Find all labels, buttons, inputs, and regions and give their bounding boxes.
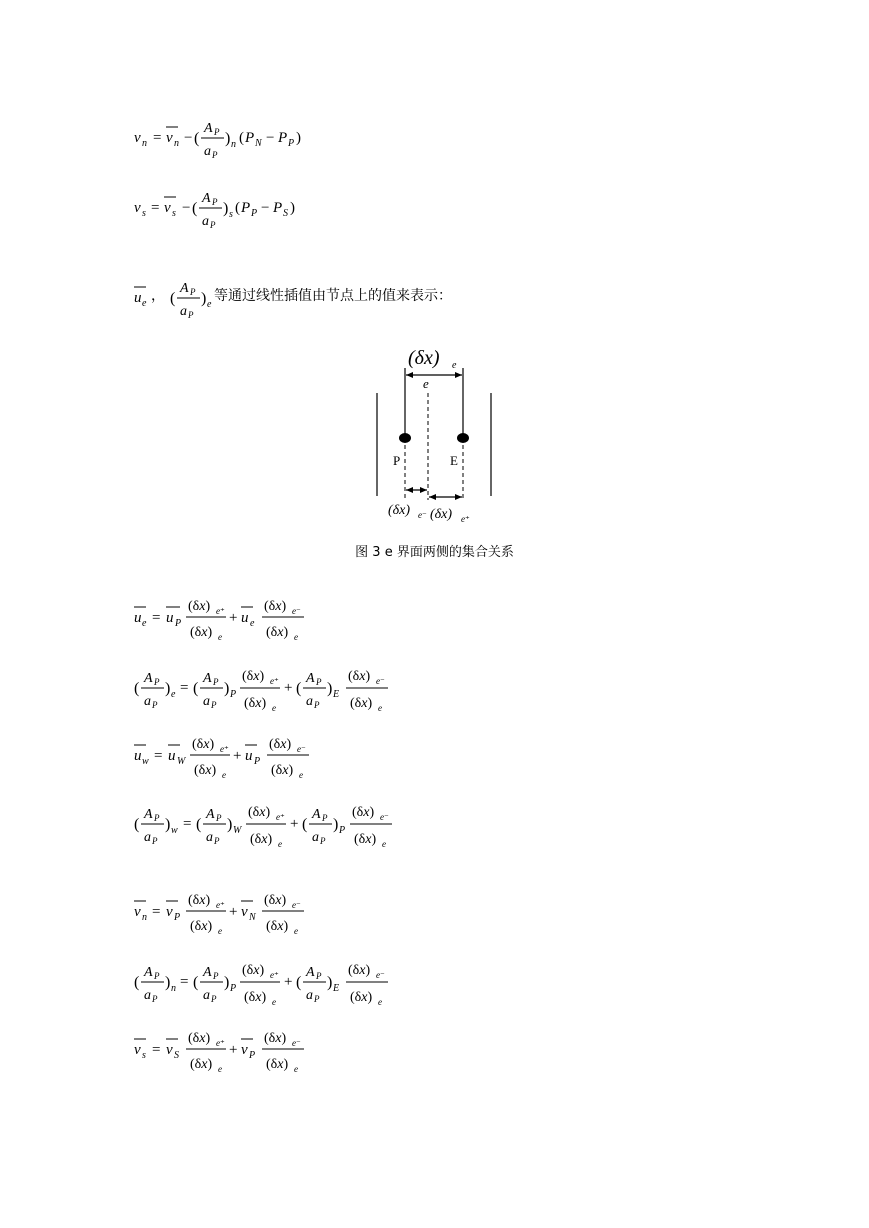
svg-text:e: e xyxy=(142,618,147,629)
svg-text:n: n xyxy=(174,138,179,149)
svg-text:a: a xyxy=(206,830,213,845)
svg-text:(δx): (δx) xyxy=(264,1031,287,1046)
svg-text:(: ( xyxy=(134,816,140,833)
svg-text:=: = xyxy=(183,816,192,832)
svg-text:v: v xyxy=(134,1042,141,1058)
svg-text:s: s xyxy=(229,209,233,220)
svg-text:P: P xyxy=(211,994,217,1004)
svg-text:u: u xyxy=(168,748,176,764)
svg-text:n: n xyxy=(171,983,176,994)
svg-text:S: S xyxy=(174,1050,179,1061)
equation-v-s-bar xyxy=(134,1022,354,1078)
svg-text:+: + xyxy=(284,974,293,990)
svg-text:(δx): (δx) xyxy=(188,893,211,908)
svg-text:A: A xyxy=(203,671,212,686)
svg-text:e: e xyxy=(207,299,212,310)
svg-text:A: A xyxy=(144,965,153,980)
svg-text:=: = xyxy=(180,974,189,990)
figure-caption: 图 3 e 界面两侧的集合关系 xyxy=(355,545,514,560)
svg-text:A: A xyxy=(203,965,212,980)
svg-text:u: u xyxy=(245,748,253,764)
svg-text:(: ( xyxy=(194,130,200,147)
svg-text:e⁺: e⁺ xyxy=(216,900,225,910)
svg-text:(δx): (δx) xyxy=(350,990,373,1005)
svg-text:=: = xyxy=(152,904,161,920)
intro-comma: ， xyxy=(151,288,165,304)
svg-text:+: + xyxy=(229,610,238,626)
svg-text:E: E xyxy=(333,983,340,994)
svg-text:+: + xyxy=(233,748,242,764)
equation-u-e xyxy=(134,590,354,646)
svg-text:(: ( xyxy=(134,680,140,697)
svg-text:P: P xyxy=(152,994,158,1004)
svg-text:=: = xyxy=(180,680,189,696)
svg-text:A: A xyxy=(180,281,189,296)
figure-dx-sub-e-minus: e⁻ xyxy=(418,510,427,520)
svg-text:): ) xyxy=(223,200,229,217)
svg-text:): ) xyxy=(227,816,233,833)
svg-text:P: P xyxy=(254,756,261,767)
svg-text:e: e xyxy=(250,618,255,629)
svg-text:v: v xyxy=(134,904,141,920)
svg-text:P: P xyxy=(249,1050,256,1061)
svg-text:a: a xyxy=(306,988,313,1003)
svg-text:(δx): (δx) xyxy=(264,893,287,908)
svg-text:u: u xyxy=(166,610,174,626)
equation-v-n-bar xyxy=(134,884,354,940)
svg-text:u: u xyxy=(241,610,249,626)
svg-text:): ) xyxy=(296,130,301,146)
svg-text:): ) xyxy=(290,200,295,216)
svg-text:S: S xyxy=(283,208,288,219)
svg-text:(δx): (δx) xyxy=(354,832,377,847)
figure-p-label: P xyxy=(393,453,401,468)
figure-interface-label: e xyxy=(423,376,429,391)
svg-text:(δx): (δx) xyxy=(266,919,289,934)
svg-text:(δx): (δx) xyxy=(266,625,289,640)
svg-text:P: P xyxy=(278,130,288,146)
svg-text:=: = xyxy=(153,130,162,146)
svg-text:(δx): (δx) xyxy=(352,805,375,820)
equation-a-ratio-w xyxy=(134,796,414,852)
svg-text:P: P xyxy=(154,971,160,981)
svg-text:): ) xyxy=(224,974,230,991)
svg-text:P: P xyxy=(154,677,160,687)
svg-text:(δx): (δx) xyxy=(190,1057,213,1072)
svg-text:e⁺: e⁺ xyxy=(270,676,279,686)
svg-text:a: a xyxy=(312,830,319,845)
svg-text:(δx): (δx) xyxy=(242,669,265,684)
svg-text:(: ( xyxy=(193,974,199,991)
figure-dx-label-right: (δx) xyxy=(430,507,453,522)
svg-text:P: P xyxy=(273,200,283,216)
equation-u-w xyxy=(134,728,354,784)
svg-text:(δx): (δx) xyxy=(194,763,217,778)
svg-text:e: e xyxy=(272,703,276,713)
equation-v-s xyxy=(134,182,334,234)
svg-text:P: P xyxy=(213,971,219,981)
svg-text:u: u xyxy=(134,610,142,626)
svg-text:P: P xyxy=(211,700,217,710)
svg-text:n: n xyxy=(142,912,147,923)
svg-text:+: + xyxy=(290,816,299,832)
svg-text:(δx): (δx) xyxy=(244,696,267,711)
svg-text:e⁺: e⁺ xyxy=(216,1038,225,1048)
svg-text:v: v xyxy=(166,130,173,146)
svg-text:e: e xyxy=(222,770,226,780)
intro-text: 等通过线性插值由节点上的值来表示： xyxy=(214,288,452,304)
svg-text:P: P xyxy=(152,836,158,846)
svg-text:e: e xyxy=(218,1064,222,1074)
svg-text:=: = xyxy=(154,748,163,764)
svg-text:P: P xyxy=(251,208,258,219)
svg-text:s: s xyxy=(142,1050,146,1061)
svg-text:(δx): (δx) xyxy=(190,919,213,934)
svg-text:e: e xyxy=(294,1064,298,1074)
svg-text:e: e xyxy=(294,632,298,642)
figure-interface-geometry xyxy=(360,338,510,528)
svg-text:a: a xyxy=(144,988,151,1003)
svg-text:e⁻: e⁻ xyxy=(297,744,306,754)
svg-text:a: a xyxy=(203,694,210,709)
svg-text:(δx): (δx) xyxy=(348,963,371,978)
svg-text:e⁻: e⁻ xyxy=(292,900,301,910)
svg-text:): ) xyxy=(327,974,333,991)
svg-text:P: P xyxy=(175,618,182,629)
svg-text:(: ( xyxy=(302,816,308,833)
svg-text:P: P xyxy=(322,813,328,823)
svg-text:(δx): (δx) xyxy=(350,696,373,711)
svg-text:N: N xyxy=(255,138,262,149)
svg-text:(: ( xyxy=(193,680,199,697)
equation-v-n xyxy=(134,112,334,164)
svg-text:P: P xyxy=(212,150,218,160)
intro-math xyxy=(134,274,214,324)
svg-text:(: ( xyxy=(170,290,176,307)
svg-text:(: ( xyxy=(235,200,240,216)
svg-text:P: P xyxy=(190,287,196,297)
svg-text:s: s xyxy=(142,208,146,219)
svg-text:−: − xyxy=(266,130,275,146)
svg-text:a: a xyxy=(144,694,151,709)
svg-text:): ) xyxy=(327,680,333,697)
svg-text:v: v xyxy=(166,1042,173,1058)
svg-text:n: n xyxy=(142,138,147,149)
svg-text:−: − xyxy=(261,200,270,216)
svg-text:A: A xyxy=(202,191,211,206)
svg-text:v: v xyxy=(241,904,248,920)
equation-a-ratio-e xyxy=(134,660,414,716)
svg-text:P: P xyxy=(188,310,194,320)
figure-dx-label-top: (δx) xyxy=(408,347,440,369)
svg-text:a: a xyxy=(306,694,313,709)
svg-text:(δx): (δx) xyxy=(190,625,213,640)
svg-text:e: e xyxy=(218,632,222,642)
svg-text:=: = xyxy=(152,1042,161,1058)
svg-text:P: P xyxy=(320,836,326,846)
svg-text:=: = xyxy=(152,610,161,626)
svg-text:): ) xyxy=(225,130,231,147)
svg-text:A: A xyxy=(306,671,315,686)
svg-text:v: v xyxy=(134,130,141,146)
svg-text:(: ( xyxy=(296,974,302,991)
svg-text:e: e xyxy=(382,839,386,849)
svg-text:+: + xyxy=(229,1042,238,1058)
svg-text:−: − xyxy=(184,130,193,146)
svg-text:P: P xyxy=(241,200,251,216)
svg-text:P: P xyxy=(316,677,322,687)
svg-text:e: e xyxy=(294,926,298,936)
svg-text:v: v xyxy=(164,200,171,216)
svg-text:A: A xyxy=(206,807,215,822)
svg-text:e: e xyxy=(272,997,276,1007)
svg-text:+: + xyxy=(229,904,238,920)
svg-text:): ) xyxy=(333,816,339,833)
figure-dx-sub-e-plus: e⁺ xyxy=(461,514,470,524)
svg-text:a: a xyxy=(203,988,210,1003)
svg-text:A: A xyxy=(312,807,321,822)
figure-node-p xyxy=(399,433,411,443)
svg-text:e⁻: e⁻ xyxy=(380,812,389,822)
svg-text:e⁺: e⁺ xyxy=(216,606,225,616)
svg-text:(δx): (δx) xyxy=(244,990,267,1005)
svg-text:e⁺: e⁺ xyxy=(220,744,229,754)
svg-text:u: u xyxy=(134,748,142,764)
svg-text:A: A xyxy=(144,807,153,822)
svg-text:=: = xyxy=(151,200,160,216)
figure-e-node-label: E xyxy=(450,453,458,468)
svg-text:(: ( xyxy=(134,974,140,991)
svg-text:(δx): (δx) xyxy=(269,737,292,752)
svg-text:A: A xyxy=(204,121,213,136)
svg-text:(δx): (δx) xyxy=(250,832,273,847)
svg-text:e⁻: e⁻ xyxy=(376,970,385,980)
svg-text:a: a xyxy=(180,304,187,319)
intro-line xyxy=(134,274,634,324)
svg-text:P: P xyxy=(230,689,237,700)
svg-text:(δx): (δx) xyxy=(188,599,211,614)
svg-text:(δx): (δx) xyxy=(242,963,265,978)
svg-text:(: ( xyxy=(196,816,202,833)
svg-text:P: P xyxy=(213,677,219,687)
svg-text:P: P xyxy=(174,912,181,923)
svg-text:P: P xyxy=(152,700,158,710)
svg-text:P: P xyxy=(314,994,320,1004)
svg-text:e: e xyxy=(171,689,176,700)
svg-text:+: + xyxy=(284,680,293,696)
svg-text:P: P xyxy=(154,813,160,823)
svg-text:P: P xyxy=(210,220,216,230)
svg-text:s: s xyxy=(172,208,176,219)
svg-text:e: e xyxy=(378,703,382,713)
svg-text:): ) xyxy=(201,290,207,307)
svg-text:W: W xyxy=(177,756,186,767)
equation-a-ratio-n xyxy=(134,954,414,1010)
svg-text:−: − xyxy=(182,200,191,216)
svg-text:A: A xyxy=(144,671,153,686)
svg-text:a: a xyxy=(204,144,211,159)
svg-text:e⁻: e⁻ xyxy=(292,1038,301,1048)
svg-text:P: P xyxy=(314,700,320,710)
figure-node-e xyxy=(457,433,469,443)
svg-text:(δx): (δx) xyxy=(264,599,287,614)
svg-text:e⁺: e⁺ xyxy=(270,970,279,980)
svg-text:(: ( xyxy=(239,130,244,146)
svg-text:P: P xyxy=(212,197,218,207)
svg-text:e⁻: e⁻ xyxy=(292,606,301,616)
svg-text:P: P xyxy=(245,130,255,146)
svg-text:(δx): (δx) xyxy=(348,669,371,684)
svg-text:A: A xyxy=(306,965,315,980)
svg-text:(: ( xyxy=(296,680,302,697)
svg-text:E: E xyxy=(333,689,340,700)
svg-text:(δx): (δx) xyxy=(192,737,215,752)
svg-text:P: P xyxy=(214,836,220,846)
svg-text:): ) xyxy=(224,680,230,697)
svg-text:): ) xyxy=(165,816,171,833)
svg-text:P: P xyxy=(339,825,346,836)
figure-dx-sub-e: e xyxy=(452,360,457,371)
svg-text:e: e xyxy=(218,926,222,936)
svg-text:v: v xyxy=(134,200,141,216)
figure-dx-label-left: (δx) xyxy=(388,503,411,518)
svg-text:e: e xyxy=(378,997,382,1007)
svg-text:e⁺: e⁺ xyxy=(276,812,285,822)
svg-text:P: P xyxy=(214,127,220,137)
svg-text:w: w xyxy=(142,756,149,767)
svg-text:u: u xyxy=(134,290,142,306)
svg-text:): ) xyxy=(165,680,171,697)
svg-text:W: W xyxy=(233,825,242,836)
svg-text:e: e xyxy=(299,770,303,780)
svg-text:e⁻: e⁻ xyxy=(376,676,385,686)
svg-text:(: ( xyxy=(192,200,198,217)
svg-text:n: n xyxy=(231,139,236,150)
svg-text:e: e xyxy=(278,839,282,849)
svg-text:w: w xyxy=(171,825,178,836)
svg-text:(δx): (δx) xyxy=(271,763,294,778)
svg-text:): ) xyxy=(165,974,171,991)
svg-text:v: v xyxy=(241,1042,248,1058)
svg-text:e: e xyxy=(142,298,147,309)
svg-text:a: a xyxy=(202,214,209,229)
svg-text:P: P xyxy=(316,971,322,981)
svg-text:P: P xyxy=(288,138,295,149)
svg-text:(δx): (δx) xyxy=(266,1057,289,1072)
svg-text:v: v xyxy=(166,904,173,920)
svg-text:P: P xyxy=(216,813,222,823)
svg-text:(δx): (δx) xyxy=(248,805,271,820)
svg-text:a: a xyxy=(144,830,151,845)
svg-text:P: P xyxy=(230,983,237,994)
svg-text:N: N xyxy=(249,912,256,923)
svg-text:(δx): (δx) xyxy=(188,1031,211,1046)
